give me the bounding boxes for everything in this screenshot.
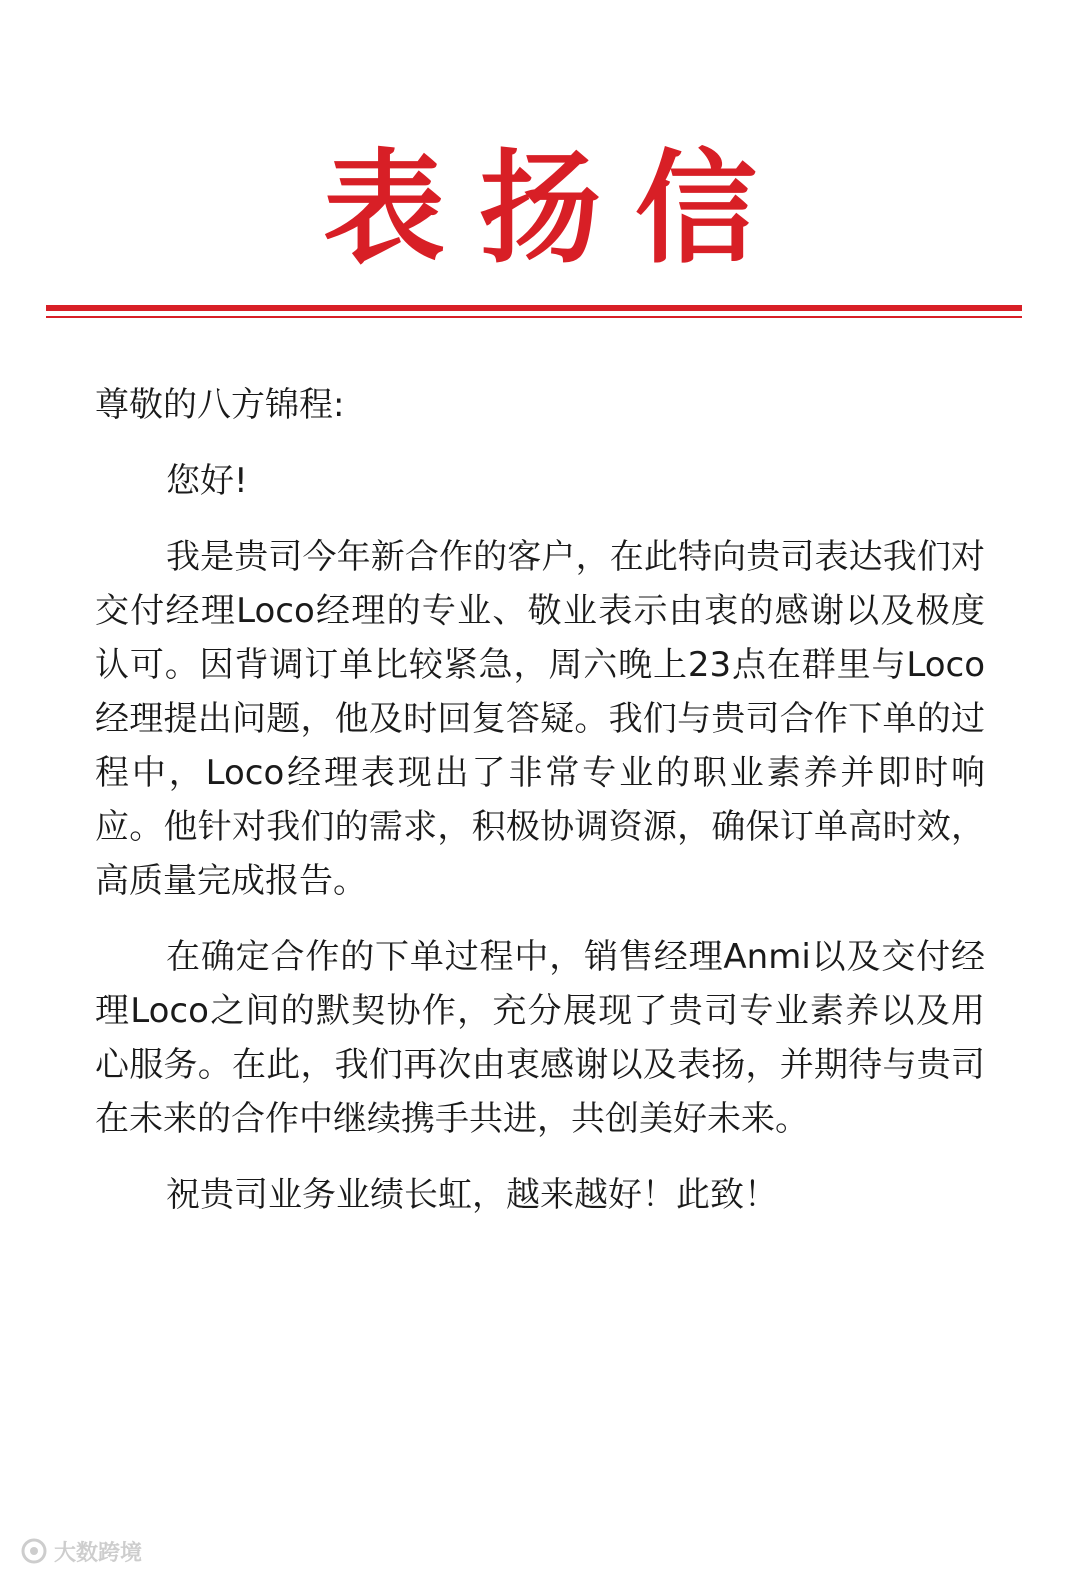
letter-title: 表扬信 (323, 136, 791, 280)
title-divider-thick (46, 305, 1022, 311)
paragraph-1: 我是贵司今年新合作的客户，在此特向贵司表达我们对交付经理Loco经理的专业、敬业表示由衷的感谢以及极度认可。因背调订单比较紧急，周六晚上23点在群里与Loco经理提出问题，他及时回复答疑。我们与贵司合作下单的过程中，Loco经理表现出了非常专业的职业素养并即时响应。他针对我们的需求，积极协调资源，确保订单高时效，高质量完成报告。 (95, 537, 985, 901)
greeting: 您好! (166, 461, 248, 501)
letter-body (95, 378, 985, 1244)
salutation: 尊敬的八方锦程: (95, 385, 345, 425)
watermark (20, 1534, 142, 1568)
logo-icon (20, 1537, 48, 1565)
paragraph-2: 在确定合作的下单过程中，销售经理Anmi以及交付经理Loco之间的默契协作，充分展现了贵司专业素养以及用心服务。在此，我们再次由衷感谢以及表扬，并期待与贵司在未来的合作中继续携手共进，共创美好未来。 (95, 937, 985, 1139)
paragraph-3: 祝贵司业务业绩长虹，越来越好！此致！ (166, 1175, 778, 1215)
watermark-text: 大数跨境 (54, 1540, 143, 1566)
title-divider-thin (46, 316, 1022, 318)
